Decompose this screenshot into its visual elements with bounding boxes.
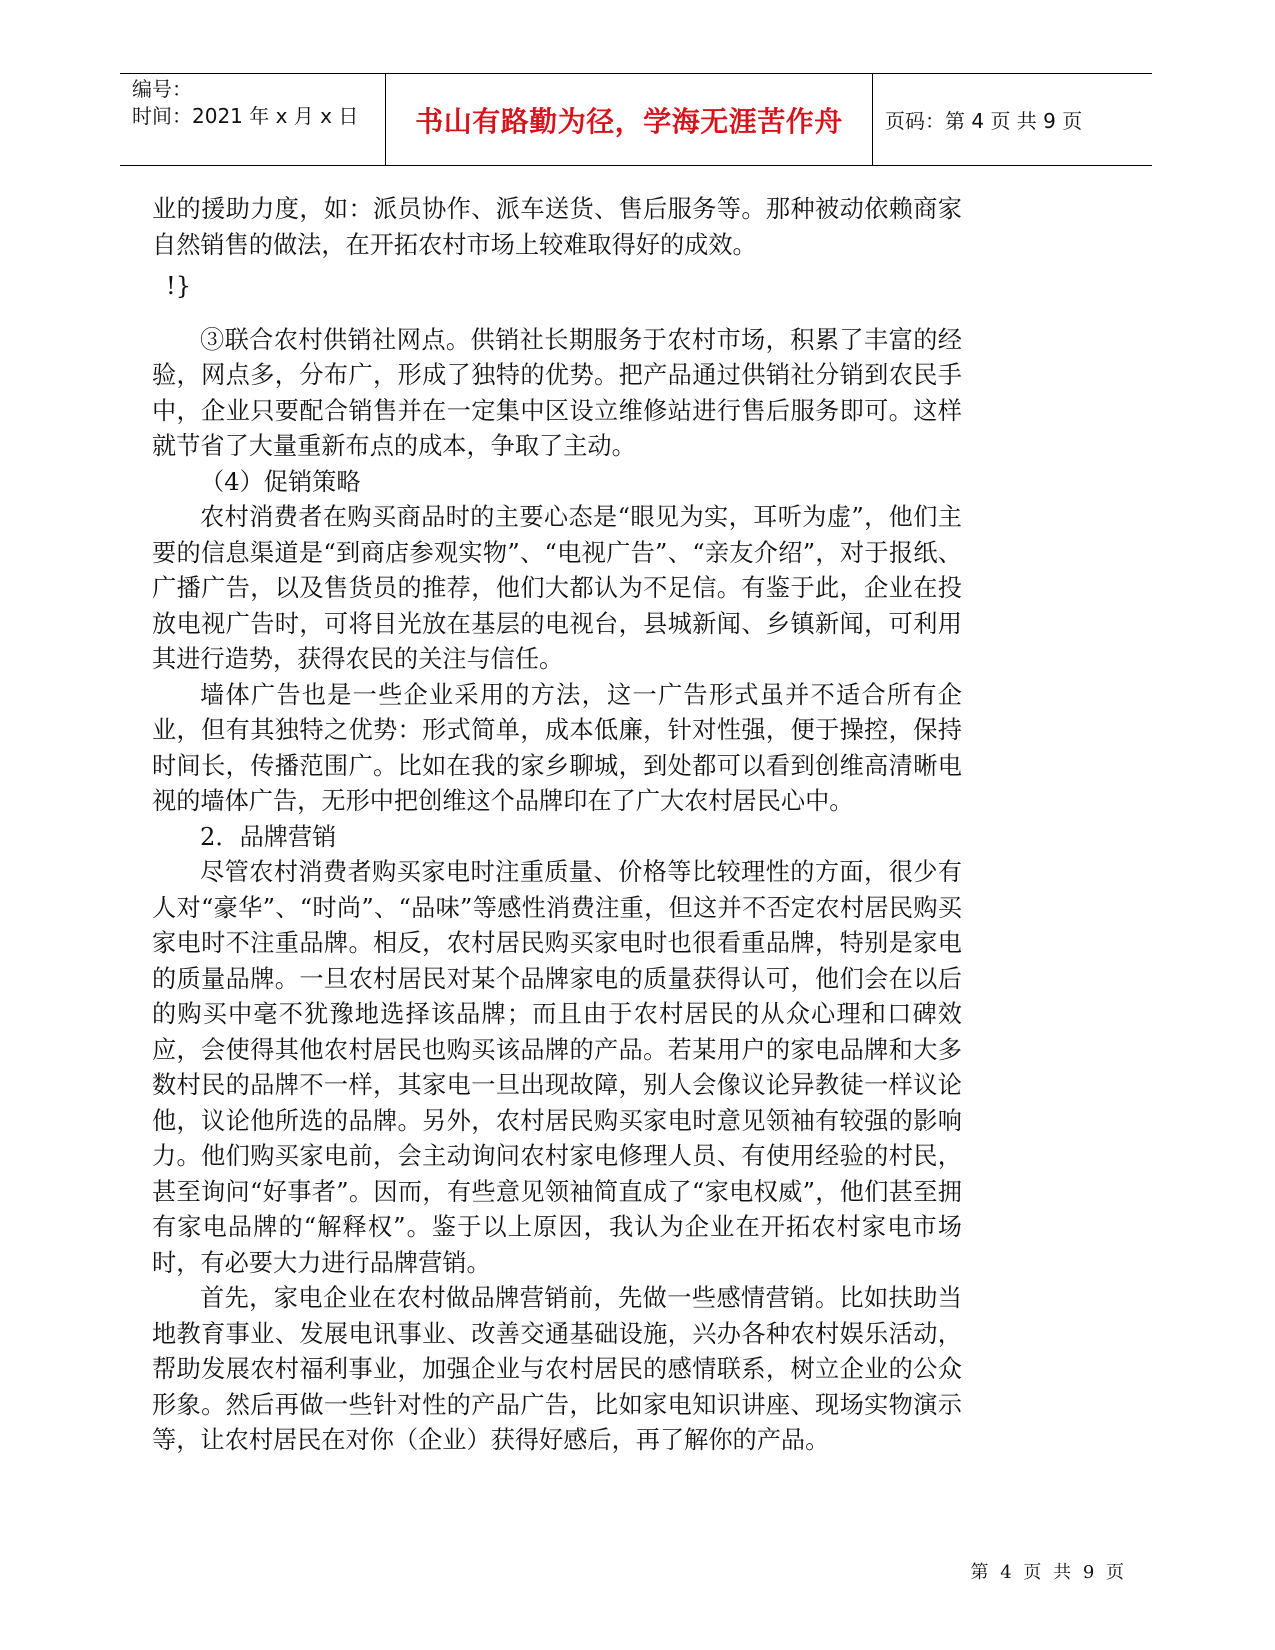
document-body <box>152 192 962 1459</box>
section-heading-brand-marketing: 2．品牌营销 <box>200 822 337 851</box>
paragraph-1: 业的援助力度，如：派员协作、派车送货、售后服务等。那种被动依赖商家自然销售的做法，在开拓农村市场上较难取得好的成效。 <box>152 195 962 259</box>
paragraph-6: 首先，家电企业在农村做品牌营销前，先做一些感情营销。比如扶助当地教育事业、发展电讯事业、改善交通基础设施，兴办各种农村娱乐活动，帮助发展农村福利事业，加强企业与农村居民的感情联系，树立企业的公众形象。然后再做一些针对性的产品广告，比如家电知识讲座、现场实物演示等，让农村居民在对你（企业）获得好感后，再了解你的产品。 <box>152 1284 962 1454</box>
page-footer-number: 第 4 页 共 9 页 <box>970 1562 1127 1583</box>
document-number-label: 编号： <box>132 77 192 101</box>
document-date-label: 时间：2021 年 x 月 x 日 <box>132 104 359 128</box>
header-motto: 书山有路勤为径，学海无涯苦作舟 <box>385 74 873 165</box>
page-header <box>120 73 1152 166</box>
stray-mark: !} <box>166 272 192 300</box>
paragraph-5: 尽管农村消费者购买家电时注重质量、价格等比较理性的方面，很少有人对“豪华”、“时尚”、“品味”等感性消费注重，但这并不否定农村居民购买家电时不注重品牌。相反，农村居民购买家电时也很看重品牌，特别是家电的质量品牌。一旦农村居民对某个品牌家电的质量获得认可，他们会在以后的购买中毫不犹豫地选择该品牌；而且由于农村居民的从众心理和口碑效应，会使得其他农村居民也购买该品牌的产品。若某用户的家电品牌和大多数村民的品牌不一样，其家电一旦出现故障，别人会像议论异教徒一样议论他，议论他所选的品牌。另外，农村居民购买家电时意见领袖有较强的影响力。他们购买家电前，会主动询问农村家电修理人员、有使用经验的村民，甚至询问“好事者”。因而，有些意见领袖简直成了“家电权威”，他们甚至拥有家电品牌的“解释权”。鉴于以上原因，我认为企业在开拓农村家电市场时，有必要大力进行品牌营销。 <box>152 858 962 1277</box>
paragraph-3: 农村消费者在购买商品时的主要心态是“眼见为实，耳听为虚”，他们主要的信息渠道是“到商店参观实物”、“电视广告”、“亲友介绍”，对于报纸、广播广告，以及售货员的推荐，他们大都认为不足信。有鉴于此，企业在投放电视广告时，可将目光放在基层的电视台，县城新闻、乡镇新闻，可利用其进行造势，获得农民的关注与信任。 <box>152 503 962 673</box>
paragraph-4: 墙体广告也是一些企业采用的方法，这一广告形式虽并不适合所有企业，但有其独特之优势：形式简单，成本低廉，针对性强，便于操控，保持时间长，传播范围广。比如在我的家乡聊城，到处都可以看到创维高清晰电视的墙体广告，无形中把创维这个品牌印在了广大农村居民心中。 <box>152 680 962 815</box>
header-page-label: 页码：第 4 页 共 9 页 <box>885 109 1083 133</box>
section-heading-promotion: （4）促销策略 <box>200 467 361 496</box>
paragraph-2: ③联合农村供销社网点。供销社长期服务于农村市场，积累了丰富的经验，网点多，分布广，形成了独特的优势。把产品通过供销社分销到农民手中，企业只要配合销售并在一定集中区设立维修站进行售后服务即可。这样就节省了大量重新布点的成本，争取了主动。 <box>152 325 962 460</box>
header-left-cell <box>120 74 385 165</box>
